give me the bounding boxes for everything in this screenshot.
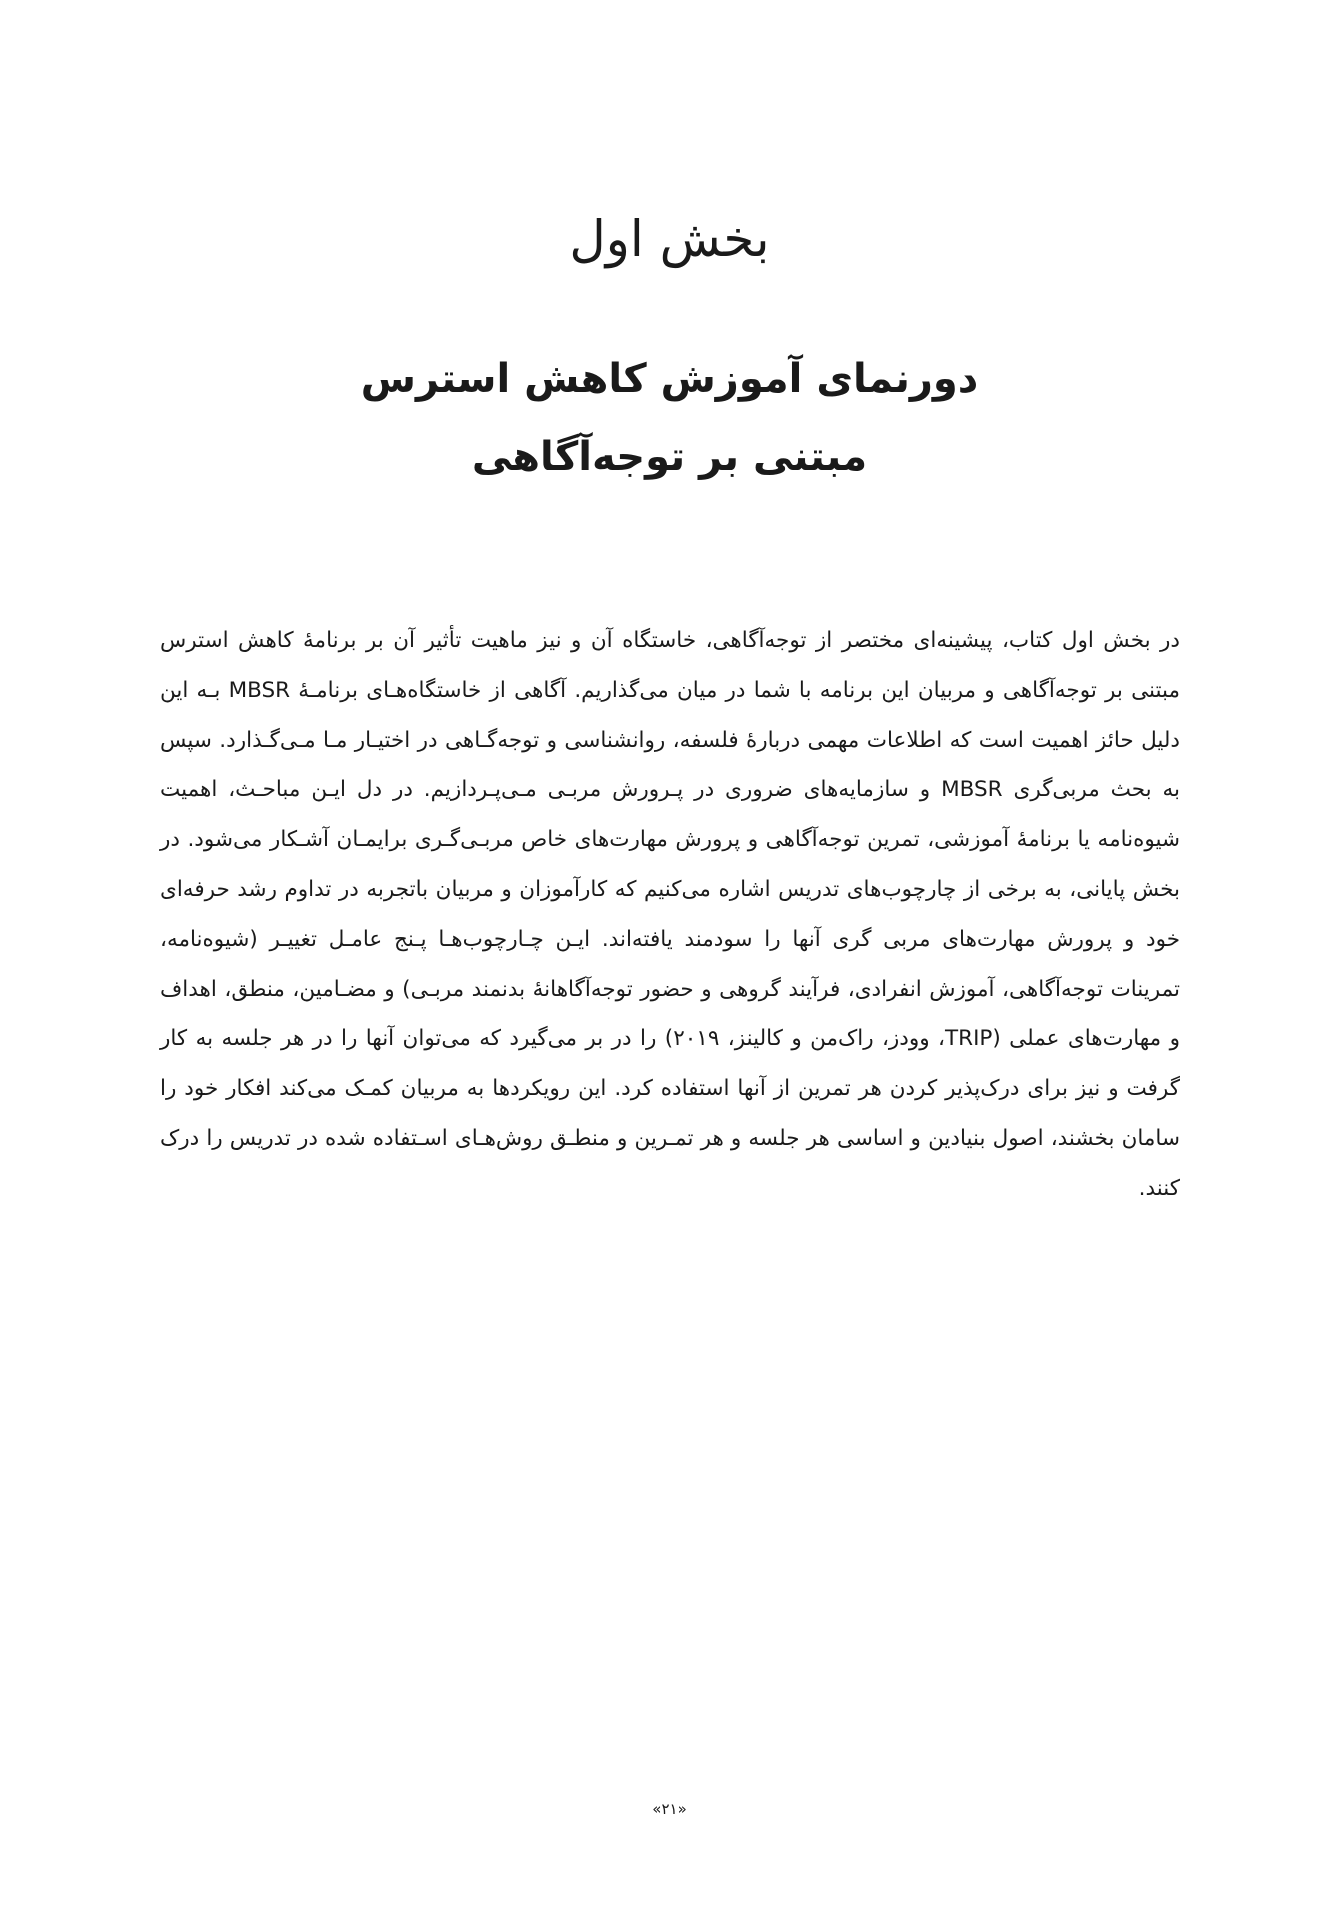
part-title: بخش اول	[569, 210, 770, 268]
chapter-title-line-2: مبتنی بر توجه‌آگاهی	[471, 434, 868, 480]
chapter-title	[0, 340, 1339, 496]
body-paragraph: در بخش اول کتاب، پیشینه‌ای مختصر از توجه‌آگاهی، خاستگاه آن و نیز ماهیت تأثیر آن بر برنامهٔ کاهش استرس مبتنی بر توجه‌آگاهی و مربیان این برنامه با شما در میان می‌گذاریم. آگاهی از خاستگاه‌هـای برنامـهٔ MBSR بـه این دلیل حائز اهمیت است که اطلاعات مهمی دربارهٔ فلسفه، روانشناسی و توجه‌گـاهی در اختیـار مـا مـی‌گـذارد. سپس به بحث مربی‌گری MBSR و سازمایه‌های ضروری در پـرورش مربـی مـی‌پـردازیم. در دل ایـن مباحـث، اهمیت شیوه‌نامه یا برنامهٔ آموزشی، تمرین توجه‌آگاهی و پرورش مهارت‌های خاص مربـی‌گـری برایمـان آشـکار می‌شود. در بخش پایانی، به برخی از چارچوب‌های تدریس اشاره می‌کنیم که کارآموزان و مربیان باتجربه در تداوم رشد حرفه‌ای خود و پرورش مهارت‌های مربی گری آنها را سودمند یافته‌اند. ایـن چـارچوب‌هـا پـنج عامـل تغییـر (شیوه‌نامه، تمرینات توجه‌آگاهی، آموزش انفرادی، فرآیند گروهی و حضور توجه‌آگاهانهٔ بدنمند مربـی) و مضـامین، منطق، اهداف و مهارت‌های عملی (TRIP، وودز، راک‌من و کالینز، ۲۰۱۹) را در بر می‌گیرد که می‌توان آنها را در هر جلسه به کار گرفت و نیز برای درک‌پذیر کردن هر تمرین از آنها استفاده کرد. این رویکردها به مربیان کمـک می‌کند افکار خود را سامان بخشند، اصول بنیادین و اساسی هر جلسه و هر تمـرین و منطـق روش‌هـای اسـتفاده شده در تدریس را درک کنند.	[160, 628, 1181, 1201]
chapter-title-line-1: دورنمای آموزش کاهش استرس	[360, 356, 979, 402]
page-number: «۲۱»	[652, 1800, 687, 1818]
